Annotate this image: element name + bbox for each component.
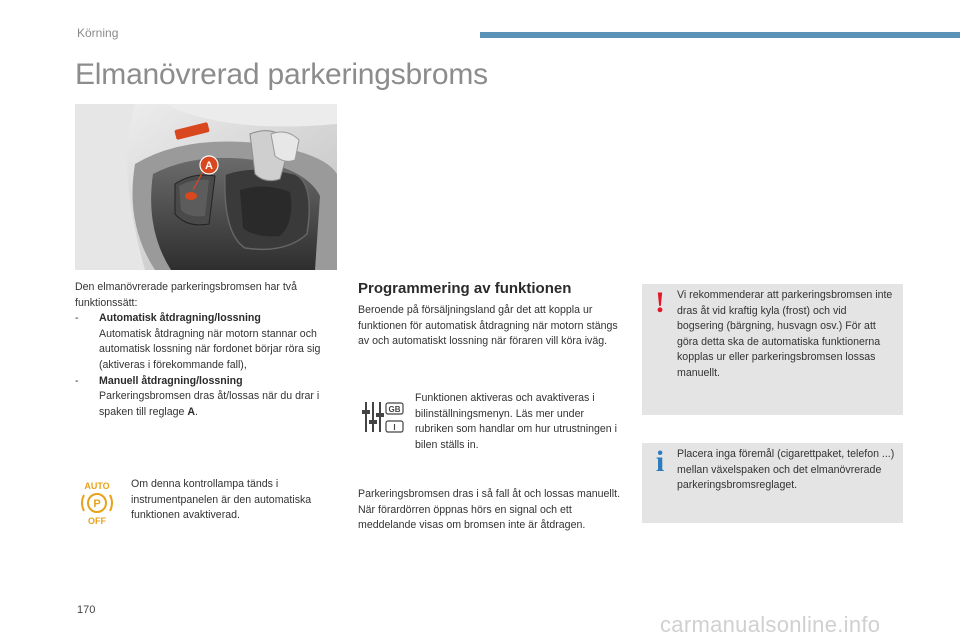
list-dash: - — [75, 374, 79, 387]
section-heading: Programmering av funktionen — [358, 280, 572, 297]
info-text: Placera inga föremål (cigarettpaket, telefon ...) mellan växelspaken och det elmanövrerade parkeringsbromsreglaget. — [677, 448, 895, 492]
page-title: Elmanövrerad parkeringsbroms — [75, 58, 488, 91]
info-box — [642, 443, 903, 523]
callout-label-a: A — [205, 160, 213, 172]
parking-brake-photo — [75, 104, 337, 270]
menu-badge-bottom: I — [393, 423, 396, 432]
header-bar — [480, 32, 960, 38]
list-dash: - — [75, 312, 79, 325]
auto-p-off-warning-icon — [77, 480, 117, 526]
lamp-top-text: AUTO — [84, 481, 110, 491]
watermark: carmanualsonline.info — [660, 612, 881, 637]
mode-text: Parkeringsbromsen dras åt/lossas när du drar i spaken till reglage — [99, 390, 320, 418]
info-icon: i — [655, 445, 665, 478]
mode-title: Automatisk åtdragning/lossning — [99, 312, 261, 325]
intro-text: Den elmanövrerade parkeringsbromsen har två funktionssätt: — [75, 281, 297, 309]
control-ref: A — [187, 405, 195, 418]
mode-text: Automatisk åtdragning när motorn stannar och automatisk lossning när fordonet börjar röra sig (aktiveras i förekommande fall), — [99, 327, 321, 371]
lamp-center-text: P — [93, 498, 101, 510]
section-label: Körning — [77, 26, 119, 40]
vehicle-settings-menu-icon — [360, 398, 406, 436]
mode-automatic — [75, 311, 345, 373]
page-number: 170 — [77, 604, 96, 616]
warning-text: Vi rekommenderar att parkeringsbromsen inte dras åt vid kraftig kyla (frost) och vid bogsering (bärgning, husvagn osv.) För att göra detta ska de automatiska funktionerna kopplas ur eller parkeringsbromsen lossas manuellt. — [677, 289, 893, 379]
warning-box — [642, 284, 903, 415]
menu-badge-top: GB — [388, 405, 401, 414]
mode-title: Manuell åtdragning/lossning — [99, 374, 243, 387]
lamp-bottom-text: OFF — [88, 516, 106, 526]
mode-text-tail: . — [195, 405, 198, 418]
programming-paragraph-3: Parkeringsbromsen dras i så fall åt och lossas manuellt. När förardörren öppnas hörs en signal och ett meddelande visas om bromsen inte är åtdragen. — [358, 488, 621, 532]
lamp-note: Om denna kontrollampa tänds i instrumentpanelen är den automatiska funktionen avaktiverad. — [131, 478, 312, 522]
left-column — [75, 280, 345, 420]
programming-paragraph-1: Beroende på försäljningsland går det att koppla ur funktionen för automatisk åtdragning när motorn stängs av och automatiskt lossning när föraren vill köra iväg. — [358, 304, 618, 348]
programming-paragraph-2: Funktionen aktiveras och avaktiveras i bilinställningsmenyn. Läs mer under rubriken som handlar om hur utrustningen i bilen ställs in. — [415, 392, 617, 451]
warning-icon: ! — [655, 286, 665, 319]
mode-manual — [75, 374, 345, 421]
